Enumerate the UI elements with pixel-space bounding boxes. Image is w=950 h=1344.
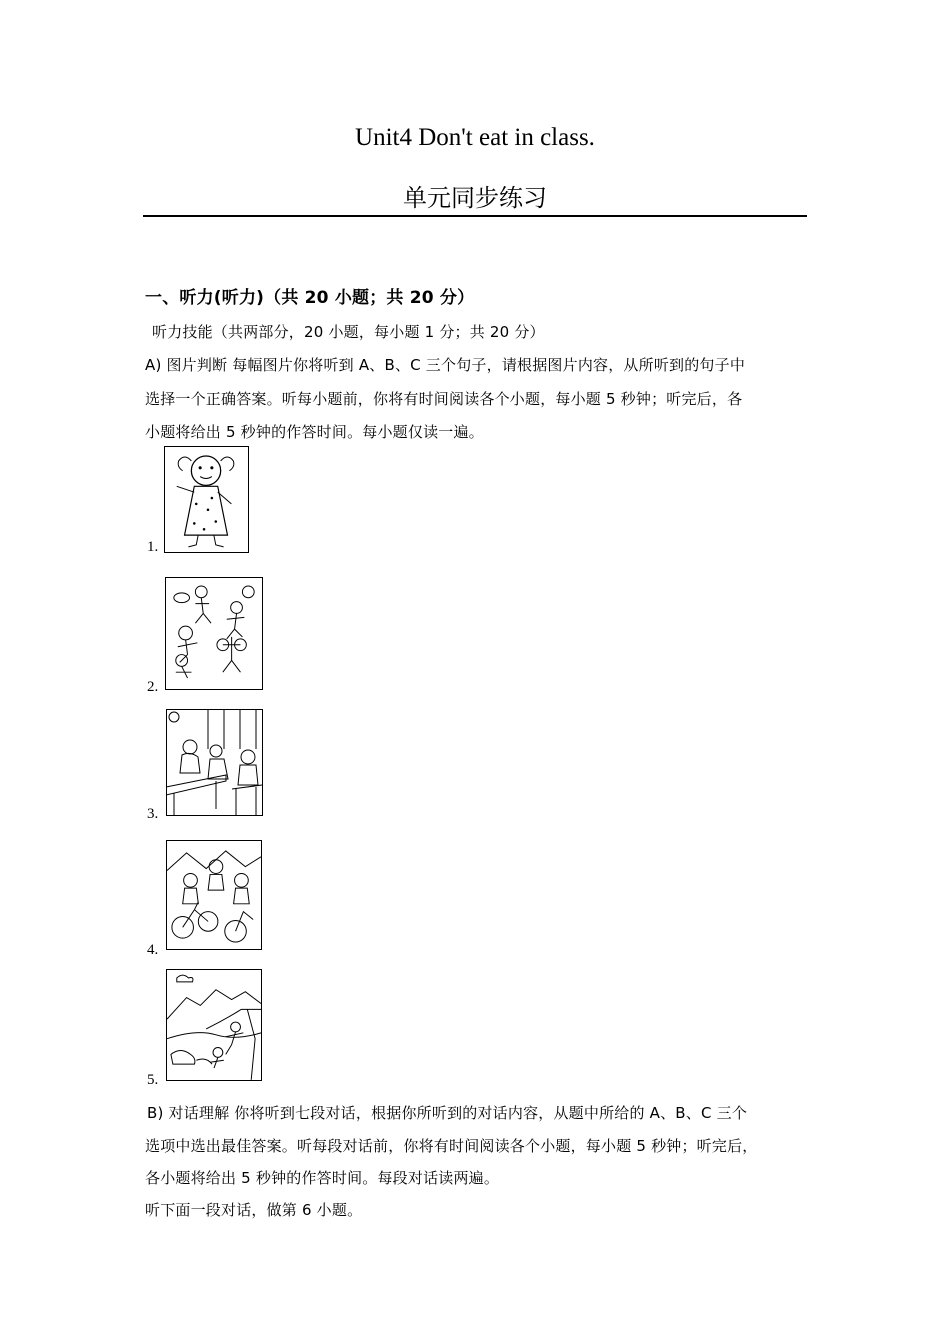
kids-playing-sports-picture	[165, 577, 263, 690]
mountain-climbing-picture	[166, 969, 262, 1081]
section-subheading: 听力技能（共两部分，20 小题，每小题 1 分；共 20 分）	[152, 323, 545, 341]
title-divider	[143, 215, 807, 217]
document-title-en: Unit4 Don't eat in class.	[355, 124, 595, 151]
partA-line-3: 小题将给出 5 秒钟的作答时间。每小题仅读一遍。	[145, 423, 484, 441]
partA-line-2: 选择一个正确答案。听每小题前，你将有时间阅读各个小题，每小题 5 秒钟；听完后，各	[145, 390, 743, 408]
kids-riding-bikes-picture	[166, 840, 262, 950]
question-number-3: 3.	[147, 806, 159, 822]
partB-line-1: B) 对话理解 你将听到七段对话，根据你所听到的对话内容，从题中所给的 A、B、C 三个	[147, 1104, 748, 1122]
question-number-2: 2.	[147, 679, 159, 695]
partA-line-1: A) 图片判断 每幅图片你将听到 A、B、C 三个句子，请根据图片内容，从所听到的句子中	[145, 356, 746, 374]
partB-line-3: 各小题将给出 5 秒钟的作答时间。每段对话读两遍。	[145, 1169, 500, 1187]
girl-doll-picture	[164, 446, 249, 553]
students-in-classroom-picture	[166, 709, 263, 816]
section-heading: 一、听力(听力)（共 20 小题；共 20 分）	[145, 288, 475, 308]
question-number-1: 1.	[147, 539, 159, 555]
partB-line-2: 选项中选出最佳答案。听每段对话前，你将有时间阅读各个小题，每小题 5 秒钟；听完后，	[145, 1137, 758, 1155]
dialogue-instruction: 听下面一段对话，做第 6 小题。	[145, 1201, 363, 1219]
document-title-cn: 单元同步练习	[403, 184, 547, 212]
question-number-5: 5.	[147, 1072, 159, 1088]
question-number-4: 4.	[147, 942, 159, 958]
